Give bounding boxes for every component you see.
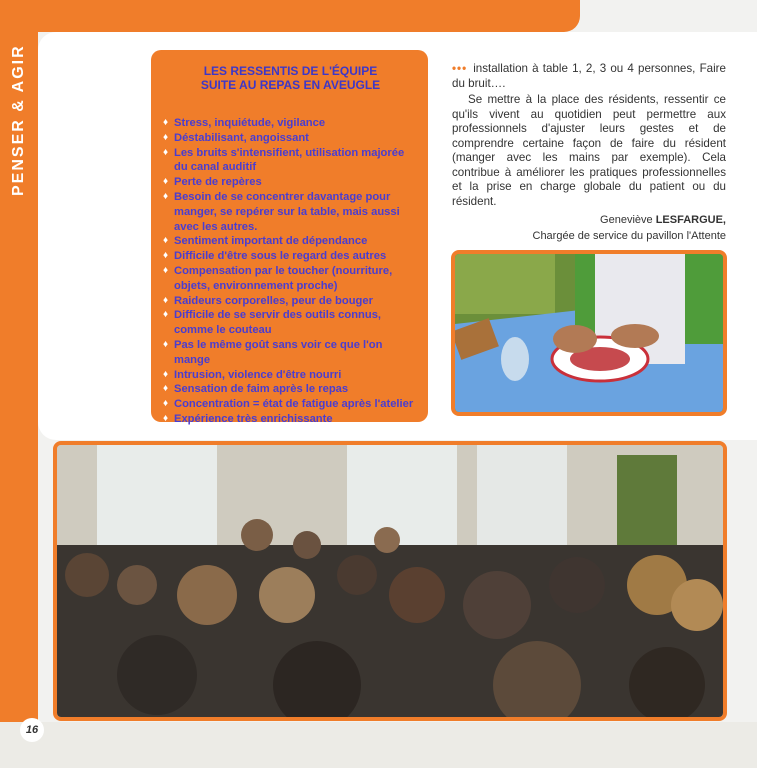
- bullet-icon: ♦: [163, 368, 169, 380]
- feeling-item: [163, 412, 418, 427]
- article-para1-text: installation à table 1, 2, 3 ou 4 personnes, Faire du bruit….: [452, 62, 726, 90]
- bullet-icon: ♦: [163, 383, 169, 395]
- feeling-text: Difficile d'être sous le regard des autres: [174, 250, 387, 263]
- bullet-icon: ♦: [163, 309, 169, 321]
- bullet-icon: ♦: [163, 412, 169, 424]
- bullet-icon: ♦: [163, 398, 169, 410]
- feeling-item: [163, 368, 418, 383]
- feeling-text: Difficile de se servir des outils connus, comme le couteau: [174, 309, 382, 337]
- feeling-text: Compensation par le toucher (nourriture, objets, environnement proche): [174, 264, 393, 292]
- bullet-icon: ♦: [163, 146, 169, 158]
- box-title-line1: LES RESSENTIS DE L'ÉQUIPE: [203, 64, 378, 78]
- box-title: [163, 64, 418, 92]
- bullet-icon: ♦: [163, 131, 169, 143]
- bullet-icon: ♦: [163, 235, 169, 247]
- feeling-item: [163, 382, 418, 397]
- bottom-band: [0, 722, 757, 768]
- top-band: [0, 0, 580, 32]
- article-para1: [452, 62, 726, 91]
- photo-meal-hands: [451, 250, 727, 416]
- feeling-text: Les bruits s'intensifient, utilisation majorée du canal auditif: [174, 146, 405, 174]
- section-label: PENSER & AGIR: [10, 44, 27, 196]
- feeling-item: [163, 264, 418, 294]
- author-role: Chargée de service du pavillon l'Attente: [532, 230, 726, 242]
- bullet-icon: ♦: [163, 294, 169, 306]
- signature: [452, 212, 726, 244]
- feeling-text: Sentiment important de dépendance: [174, 235, 368, 248]
- bullet-icon: ♦: [163, 117, 169, 128]
- feeling-text: Intrusion, violence d'être nourri: [174, 368, 342, 381]
- author-first: Geneviève: [600, 214, 656, 226]
- feeling-item: [163, 131, 418, 146]
- dots-marker: •••: [452, 62, 468, 75]
- bullet-icon: ♦: [163, 338, 169, 350]
- photo-audience: [53, 441, 727, 721]
- bullet-icon: ♦: [163, 264, 169, 276]
- feeling-text: Expérience très enrichissante: [174, 412, 333, 425]
- feeling-text: Raideurs corporelles, peur de bouger: [174, 294, 373, 307]
- feeling-item: [163, 397, 418, 412]
- feeling-text: Sensation de faim après le repas: [174, 383, 349, 396]
- bullet-icon: ♦: [163, 190, 169, 202]
- feeling-item: [163, 146, 418, 176]
- feelings-list: [163, 116, 418, 427]
- feeling-text: Concentration = état de fatigue après l'atelier: [174, 398, 414, 411]
- feeling-text: Pas le même goût sans voir ce que l'on mange: [174, 338, 383, 366]
- bullet-icon: ♦: [163, 250, 169, 262]
- article-para2: Se mettre à la place des résidents, ressentir ce qu'ils vivent au quotidien peut permettre aux professionnels d'ajuster leurs gestes et de comprendre certaine façon de faire du résident (manger avec les mains par exemple). Cela contribue à améliorer les pratiques professionnelles et la prise en charge globale du patient ou du résident.: [452, 93, 726, 208]
- feeling-item: [163, 175, 418, 190]
- box-title-line2: SUITE AU REPAS EN AVEUGLE: [200, 78, 381, 92]
- feeling-item: [163, 249, 418, 264]
- feeling-text: Besoin de se concentrer davantage pour manger, se repérer sur la table, mais aussi avec les autres.: [174, 190, 400, 233]
- author-last: LESFARGUE,: [655, 214, 726, 226]
- feeling-text: Déstabilisant, angoissant: [174, 131, 309, 144]
- article-text: [452, 62, 726, 211]
- feeling-text: Stress, inquiétude, vigilance: [174, 117, 326, 129]
- page-number: 16: [20, 718, 44, 742]
- feeling-item: [163, 234, 418, 249]
- bullet-icon: ♦: [163, 176, 169, 188]
- feeling-item: [163, 338, 418, 368]
- feeling-item: [163, 294, 418, 309]
- feeling-item: [163, 190, 418, 234]
- feeling-item: [163, 116, 418, 131]
- author-name: [452, 212, 726, 228]
- feeling-item: [163, 308, 418, 338]
- feeling-text: Perte de repères: [174, 176, 262, 189]
- feelings-box: [151, 50, 428, 425]
